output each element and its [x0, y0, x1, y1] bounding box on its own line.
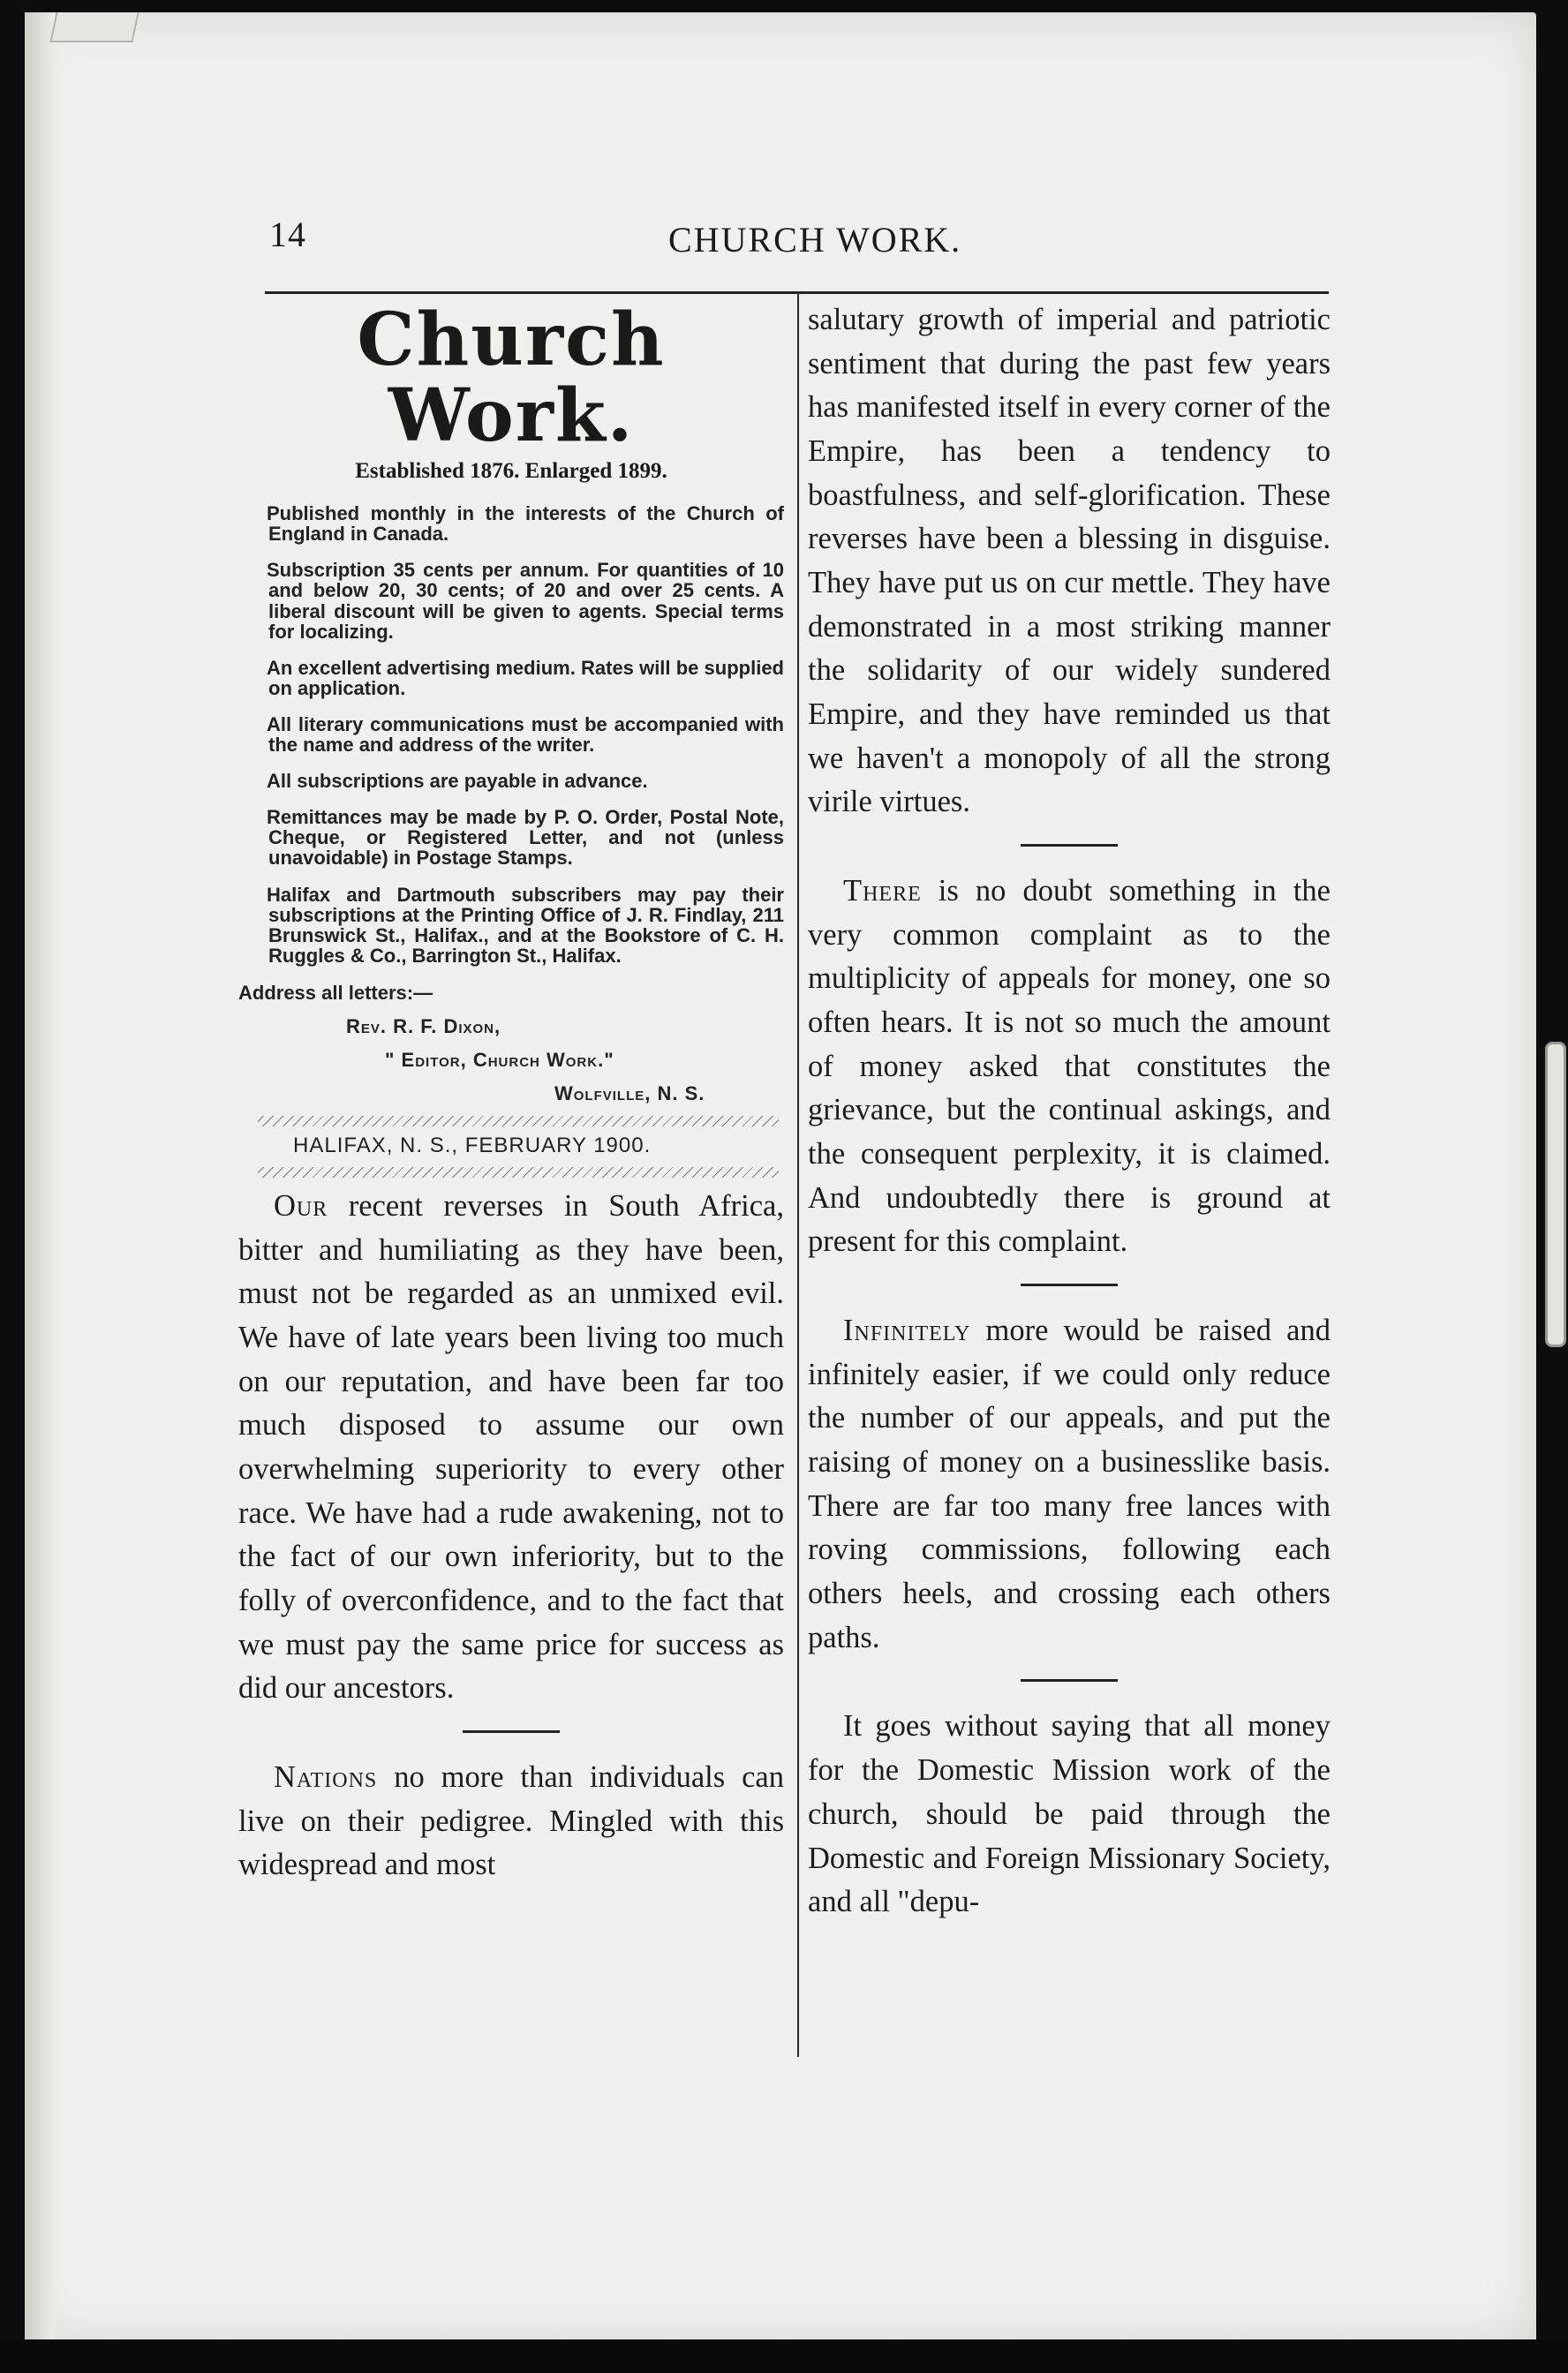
halifax-notice: Halifax and Dartmouth subscribers may pay their subscriptions at the Printing Office of J. R. Findlay, 211 Brunswick St., Halifax., and at the Bookstore of C. H. Ruggles & Co., Barrington St., Halifax.	[267, 883, 784, 967]
left-column	[238, 298, 784, 1887]
paragraph-text: is no doubt something in the very common complaint as to the multiplicity of appeals for money, one so often hears. It is not so much the amount of money asked that constitutes the grievance, but the continual askings, and the consequent perplexity, it is claimed. And undoubtedly there is ground at present for this complaint.	[808, 874, 1331, 1259]
corner-fold	[49, 12, 139, 42]
paragraph-appeals	[808, 870, 1331, 1264]
published-notice: Published monthly in the interests of the Church of England in Canada.	[267, 502, 784, 546]
paragraph-reverses	[238, 1185, 784, 1711]
lead-word: Infinitely	[843, 1314, 971, 1348]
remittances-notice: Remittances may be made by P. O. Order, Postal Note, Cheque, or Registered Letter, and not (unless unavoidable) in Postage Stamps.	[267, 806, 784, 870]
paragraph-text: recent reverses in South Africa, bitter and humiliating as they have been, must not be regarded as an unmixed evil. We have of late years been living too much on our reputation, and have been far too much disposed to assume our own overwhelming superiority to every other race. We have had a rude awakening, not to the fact of our own inferiority, but to the folly of overconfidence, and to the fact that we must pay the same price for success as did our ancestors.	[238, 1188, 784, 1706]
page-binding-edge	[25, 12, 55, 2343]
advertising-notice: An excellent advertising medium. Rates will be supplied on application.	[267, 656, 784, 699]
column-rule	[797, 291, 799, 2057]
paragraph-text: more would be raised and infinitely easier, if we could only reduce the number of our appeals, and put the raising of money on a businesslike basis. There are far too many free lances with roving commissions, following each others heels, and crossing each others paths.	[808, 1314, 1331, 1654]
established-line: Established 1876. Enlarged 1899.	[355, 459, 667, 484]
dateline: HALIFAX, N. S., FEBRUARY 1900.	[293, 1133, 652, 1157]
page-clip-mark	[1545, 1042, 1566, 1347]
right-column	[808, 298, 1331, 1925]
lead-word: Nations	[274, 1759, 378, 1794]
address-role: " Editor, Church Work."	[385, 1048, 614, 1071]
address-place: Wolfville, N. S.	[554, 1081, 705, 1104]
paragraph-domestic-mission: It goes without saying that all money for the Domestic Mission work of the church, should be paid through the Domestic and Foreign Missionary Society, and all "depu-	[808, 1709, 1331, 1919]
subscription-notice: Subscription 35 cents per annum. For quantities of 10 and below 20, 30 cents; of 20 and over 25 cents. A liberal discount will be given to agents. Special terms for localizing.	[267, 559, 784, 643]
page-number: 14	[269, 215, 306, 254]
masthead-title: Church Work.	[357, 298, 666, 459]
running-head	[269, 210, 1329, 263]
scan-bottom-edge	[0, 2339, 1568, 2373]
wavy-rule-top	[258, 1116, 779, 1126]
section-divider	[463, 1730, 560, 1733]
address-name: Rev. R. F. Dixon,	[346, 1014, 501, 1037]
lead-word: Our	[274, 1188, 328, 1223]
literary-notice: All literary communications must be accompanied with the name and address of the writer.	[267, 712, 784, 757]
paragraph-text: no more than individuals can live on their pedigree. Mingled with this widespread and most	[238, 1759, 784, 1882]
section-divider	[1021, 1284, 1118, 1286]
paragraph-infinitely	[808, 1309, 1331, 1660]
left-body	[238, 1185, 784, 1887]
running-title: CHURCH WORK.	[668, 220, 962, 260]
paragraph-nations	[238, 1756, 784, 1887]
section-divider	[1021, 1679, 1118, 1682]
right-body	[808, 298, 1331, 1925]
address-label: Address all letters:—	[238, 981, 433, 1004]
wavy-rule-bottom	[258, 1167, 779, 1178]
section-divider	[1021, 844, 1118, 847]
advance-notice: All subscriptions are payable in advance.	[267, 770, 648, 793]
lead-word: There	[843, 874, 922, 908]
paragraph-continuation: salutary growth of imperial and patriotic sentiment that during the past few years has manifested itself in every corner of the Empire, has been a tendency to boastfulness, and self-glorification. These reverses have been a blessing in disguise. They have put us on cur mettle. They have demonstrated in a most striking manner the solidarity of our widely sundered Empire, and they have reminded us that we haven't a monopoly of all the strong virile virtues.	[808, 303, 1331, 819]
